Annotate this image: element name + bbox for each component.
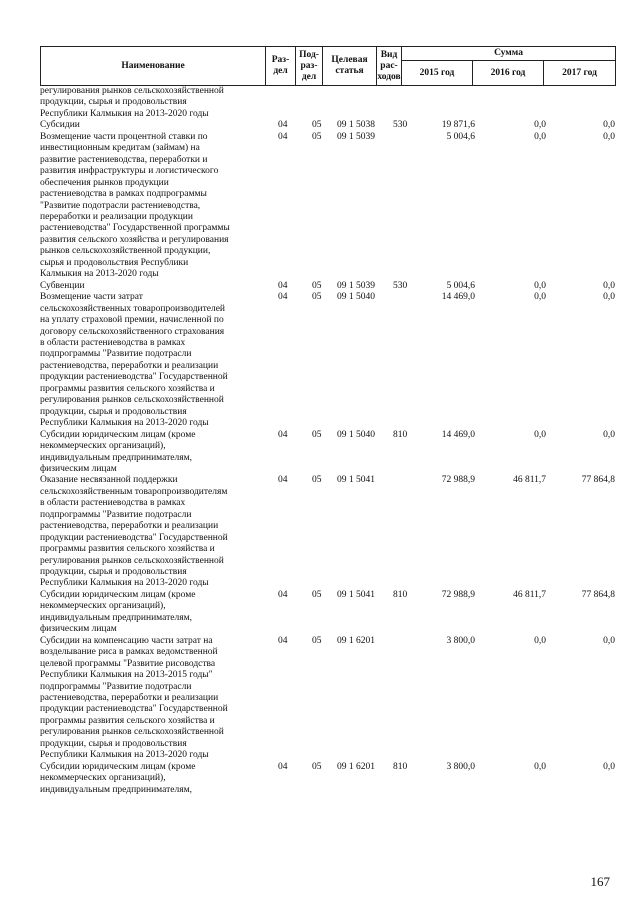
row-celevaya-statya: 09 1 5038 [337, 120, 375, 131]
row-razdel: 04 [278, 280, 288, 291]
row-amount-2016: 0,0 [534, 120, 546, 131]
row-amount-2015: 14 469,0 [441, 429, 475, 440]
table-row [40, 636, 615, 762]
row-name: Возмещение части процентной ставки по инвестиционным кредитам (займам) на развитие растениеводства, переработки и развития инфраструктуры и логистического обеспечения рынков продукции растениеводства в рамках подпрограммы "Развитие подотрасли растениеводства, переработки и реализации продукции растениеводства" Государственной программы развития сельского хозяйства и регулирования рынков сельскохозяйственной продукции, сырья и продовольствия Республики Калмыкия на 2013-2020 годы [40, 131, 230, 280]
row-name: Субсидии юридическим лицам (кроме некоммерческих организаций), индивидуальным предпринимателям, физическим лицам [40, 589, 196, 635]
row-podrazdel: 05 [312, 131, 322, 142]
col-header-2016: 2016 год [473, 61, 544, 86]
table-row [40, 120, 615, 131]
row-amount-2017: 77 864,8 [581, 589, 615, 600]
row-razdel: 04 [278, 429, 288, 440]
table-row [40, 590, 615, 636]
row-razdel: 04 [278, 292, 288, 303]
row-vid-rashodov: 810 [393, 429, 408, 440]
row-amount-2017: 0,0 [603, 635, 615, 646]
row-name: Оказание несвязанной поддержки сельскохозяйственным товаропроизводителям в области растениеводства в рамках подпрограммы "Развитие подотрасли растениеводства, переработки и реализации продукции растениеводства" Государственной программы развития сельского хозяйства и регулирования рынков сельскохозяйственной продукции, сырья и продовольствия Республики Калмыкия на 2013-2020 годы [40, 475, 228, 589]
row-name: Субвенции [40, 280, 85, 291]
row-amount-2015: 3 800,0 [446, 761, 475, 772]
row-name: Субсидии юридическим лицам (кроме некоммерческих организаций), индивидуальным предпринимателям, физическим лицам [40, 429, 196, 474]
row-razdel: 04 [278, 131, 288, 142]
row-name: Субсидии [40, 120, 80, 131]
row-amount-2015: 5 004,6 [446, 131, 475, 142]
row-podrazdel: 05 [312, 761, 322, 772]
col-header-razdel: Раз- дел [266, 47, 296, 86]
row-celevaya-statya: 09 1 5041 [337, 475, 375, 486]
col-header-podrazdel: Под- раз- дел [296, 47, 323, 86]
row-amount-2017: 0,0 [603, 280, 615, 291]
row-razdel: 04 [278, 761, 288, 772]
page-number: 167 [590, 874, 610, 889]
row-amount-2017: 0,0 [603, 292, 615, 303]
col-header-2015: 2015 год [402, 61, 473, 86]
table-row [40, 292, 615, 429]
row-vid-rashodov: 530 [393, 280, 408, 291]
row-podrazdel: 05 [312, 280, 322, 291]
table-row [40, 86, 615, 120]
row-razdel: 04 [278, 475, 288, 486]
row-amount-2016: 0,0 [534, 280, 546, 291]
row-amount-2017: 0,0 [603, 761, 615, 772]
row-amount-2016: 0,0 [534, 635, 546, 646]
col-header-vid: Вид рас- ходов [377, 47, 402, 86]
col-header-summa: Сумма [402, 47, 616, 61]
row-amount-2017: 0,0 [603, 131, 615, 142]
row-celevaya-statya: 09 1 5041 [337, 589, 375, 600]
row-amount-2015: 72 988,9 [441, 589, 475, 600]
row-celevaya-statya: 09 1 5040 [337, 429, 375, 440]
row-podrazdel: 05 [312, 429, 322, 440]
row-celevaya-statya: 09 1 6201 [337, 761, 375, 772]
row-amount-2017: 0,0 [603, 429, 615, 440]
row-amount-2015: 72 988,9 [441, 475, 475, 486]
row-name: Субсидии на компенсацию части затрат на возделывание риса в рамках ведомственной целевой программы "Развитие рисоводства Республики Калмыкия на 2013-2015 годы" подпрограммы "Развитие подотрасли растениеводства, переработки и реализации продукции растениеводства" Государственной программы развития сельского хозяйства и регулирования рынков сельскохозяйственной продукции, сырья и продовольствия Республики Калмыкия на 2013-2020 годы [40, 635, 228, 761]
table-header [40, 46, 616, 86]
row-amount-2017: 0,0 [603, 120, 615, 131]
col-header-name: Наименование [41, 47, 266, 86]
table-row [40, 281, 615, 292]
row-celevaya-statya: 09 1 5039 [337, 131, 375, 142]
row-celevaya-statya: 09 1 5040 [337, 292, 375, 303]
row-razdel: 04 [278, 635, 288, 646]
row-celevaya-statya: 09 1 5039 [337, 280, 375, 291]
row-vid-rashodov: 530 [393, 120, 408, 131]
row-vid-rashodov: 810 [393, 761, 408, 772]
table-row [40, 430, 615, 476]
row-razdel: 04 [278, 120, 288, 131]
col-header-celevaya: Целевая статья [323, 47, 377, 86]
table-row [40, 762, 615, 796]
row-podrazdel: 05 [312, 475, 322, 486]
row-name: регулирования рынков сельскохозяйственной продукции, сырья и продовольствия Республики Калмыкия на 2013-2020 годы [40, 86, 224, 119]
row-name: Возмещение части затрат сельскохозяйственных товаропроизводителей на уплату страховой премии, начисленной по договору сельскохозяйственного страхования в области растениеводства в рамках подпрограммы "Развитие подотрасли растениеводства, переработки и реализации продукции растениеводства" Государственной программы развития сельского хозяйства и регулирования рынков сельскохозяйственной продукции, сырья и продовольствия Республики Калмыкия на 2013-2020 годы [40, 292, 228, 429]
row-amount-2015: 14 469,0 [441, 292, 475, 303]
row-razdel: 04 [278, 589, 288, 600]
row-name: Субсидии юридическим лицам (кроме некоммерческих организаций), индивидуальным предпринимателям, [40, 761, 196, 795]
row-amount-2016: 46 811,7 [513, 475, 546, 486]
row-podrazdel: 05 [312, 635, 322, 646]
table-row [40, 132, 615, 281]
col-header-2017: 2017 год [544, 61, 616, 86]
row-celevaya-statya: 09 1 6201 [337, 635, 375, 646]
row-amount-2016: 0,0 [534, 131, 546, 142]
table-row [40, 475, 615, 590]
row-amount-2016: 0,0 [534, 292, 546, 303]
row-amount-2016: 46 811,7 [513, 589, 546, 600]
row-amount-2017: 77 864,8 [581, 475, 615, 486]
row-podrazdel: 05 [312, 292, 322, 303]
row-amount-2016: 0,0 [534, 429, 546, 440]
table-body [40, 86, 615, 796]
row-amount-2015: 19 871,6 [441, 120, 475, 131]
row-amount-2016: 0,0 [534, 761, 546, 772]
row-vid-rashodov: 810 [393, 589, 408, 600]
row-podrazdel: 05 [312, 120, 322, 131]
row-amount-2015: 5 004,6 [446, 280, 475, 291]
row-podrazdel: 05 [312, 589, 322, 600]
row-amount-2015: 3 800,0 [446, 635, 475, 646]
